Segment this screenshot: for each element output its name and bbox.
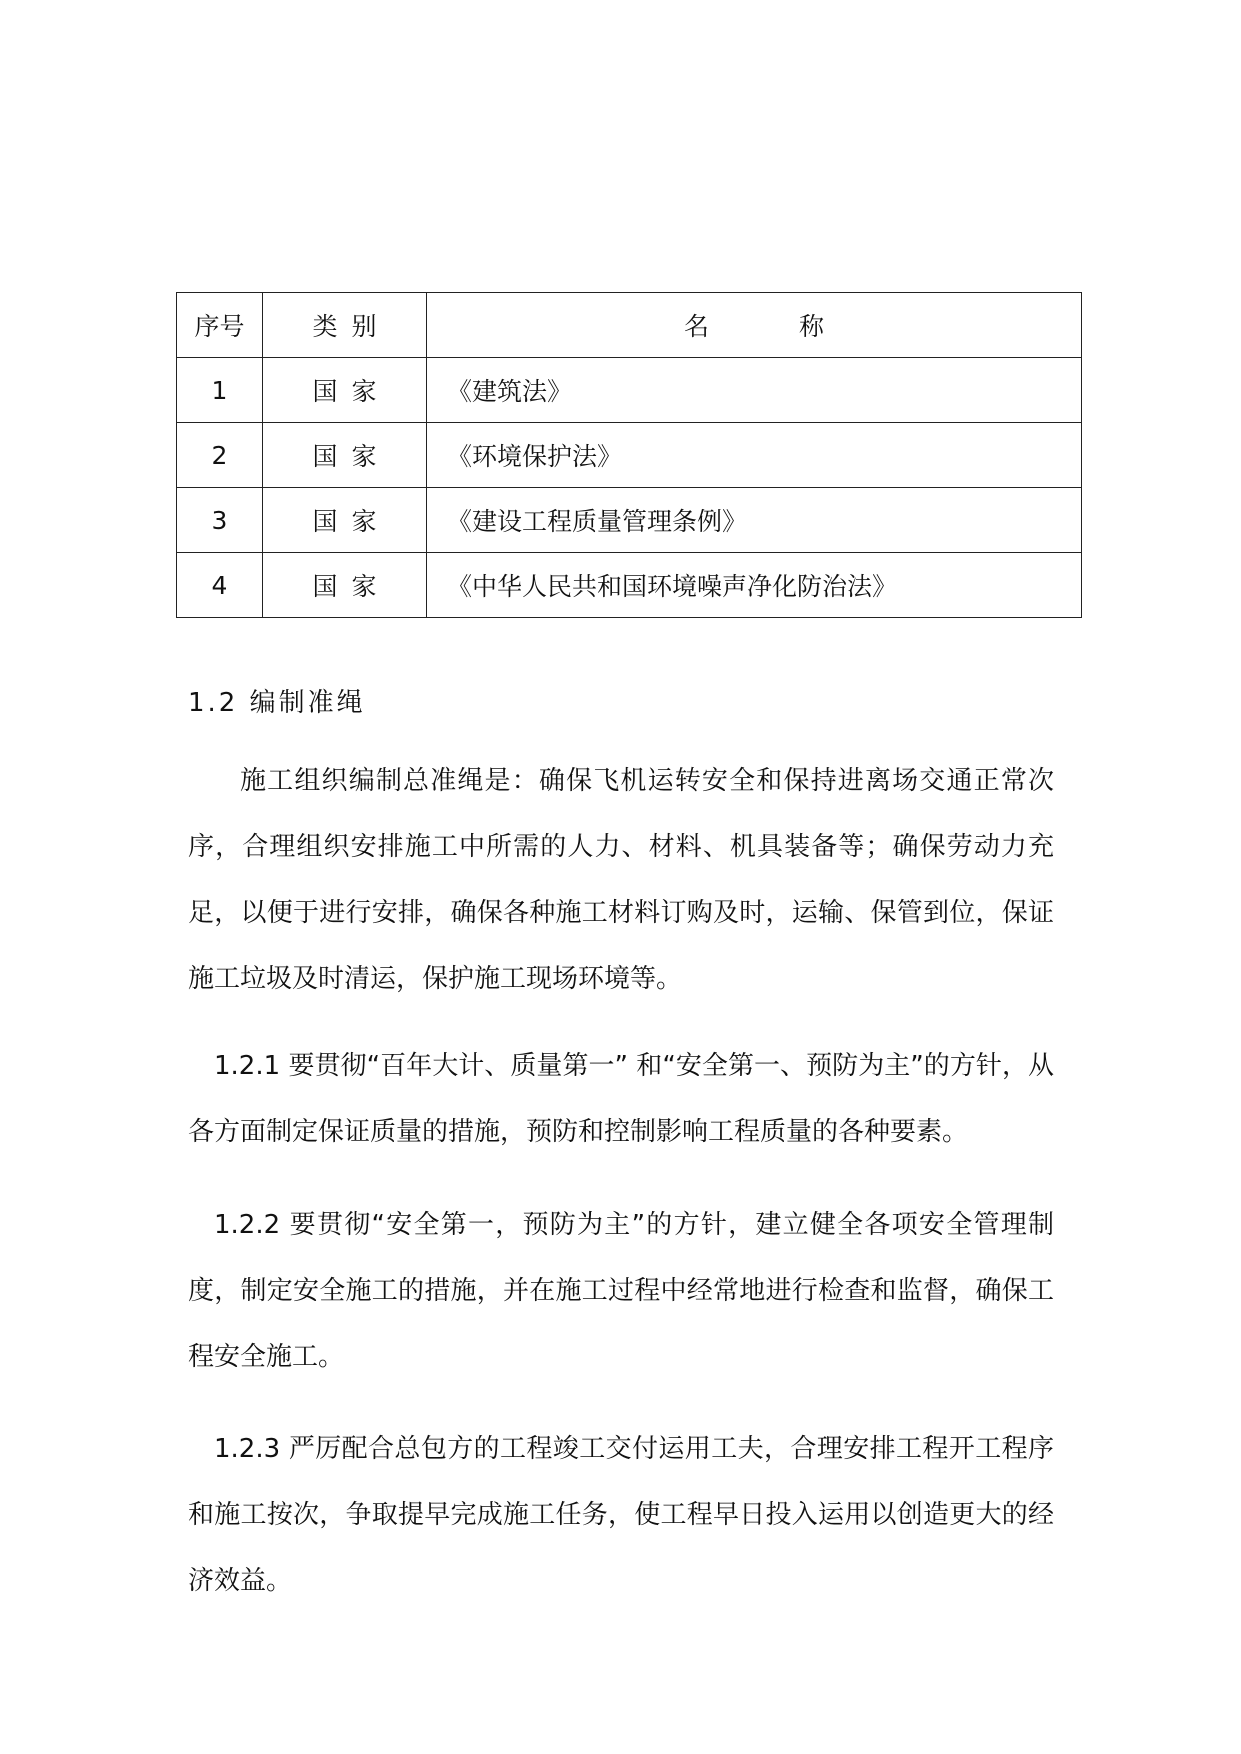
- row-no: 1: [177, 358, 263, 423]
- intro-paragraph: 施工组织编制总准绳是：确保飞机运转安全和保持进离场交通正常次序，合理组织安排施工中所需的人力、材料、机具装备等；确保劳动力充足，以便于进行安排，确保各种施工材料订购及时，运输、保管到位，保证施工垃圾及时清运，保护施工现场环境等。: [188, 766, 1054, 994]
- header-category: 类别: [263, 293, 427, 358]
- table-row: [177, 488, 1082, 553]
- table-header-row: [177, 293, 1082, 358]
- row-name: 《环境保护法》: [427, 423, 1082, 488]
- row-no: 2: [177, 423, 263, 488]
- header-no: 序号: [177, 293, 263, 358]
- row-no: 4: [177, 553, 263, 618]
- table-row: [177, 553, 1082, 618]
- row-category: 国家: [263, 553, 427, 618]
- row-category: 国家: [263, 488, 427, 553]
- item-1-2-1-paragraph: 1.2.1 要贯彻“百年大计、质量第一” 和“安全第一、预防为主”的方针，从各方面制定保证质量的措施，预防和控制影响工程质量的各种要素。: [188, 1051, 1054, 1147]
- table-row: [177, 358, 1082, 423]
- row-name: 《中华人民共和国环境噪声净化防治法》: [427, 553, 1082, 618]
- row-category: 国家: [263, 423, 427, 488]
- item-1-2-2-paragraph: 1.2.2 要贯彻“安全第一，预防为主”的方针，建立健全各项安全管理制度，制定安全施工的措施，并在施工过程中经常地进行检查和监督，确保工程安全施工。: [188, 1210, 1054, 1372]
- table-row: [177, 423, 1082, 488]
- section-heading: 1.2 编制准绳: [188, 688, 366, 718]
- row-category: 国家: [263, 358, 427, 423]
- header-name: 名称: [427, 293, 1082, 358]
- row-name: 《建筑法》: [427, 358, 1082, 423]
- item-1-2-3-paragraph: 1.2.3 严厉配合总包方的工程竣工交付运用工夫，合理安排工程开工程序和施工按次，争取提早完成施工任务，使工程早日投入运用以创造更大的经济效益。: [188, 1434, 1054, 1596]
- row-no: 3: [177, 488, 263, 553]
- regulations-table: [176, 292, 1082, 618]
- row-name: 《建设工程质量管理条例》: [427, 488, 1082, 553]
